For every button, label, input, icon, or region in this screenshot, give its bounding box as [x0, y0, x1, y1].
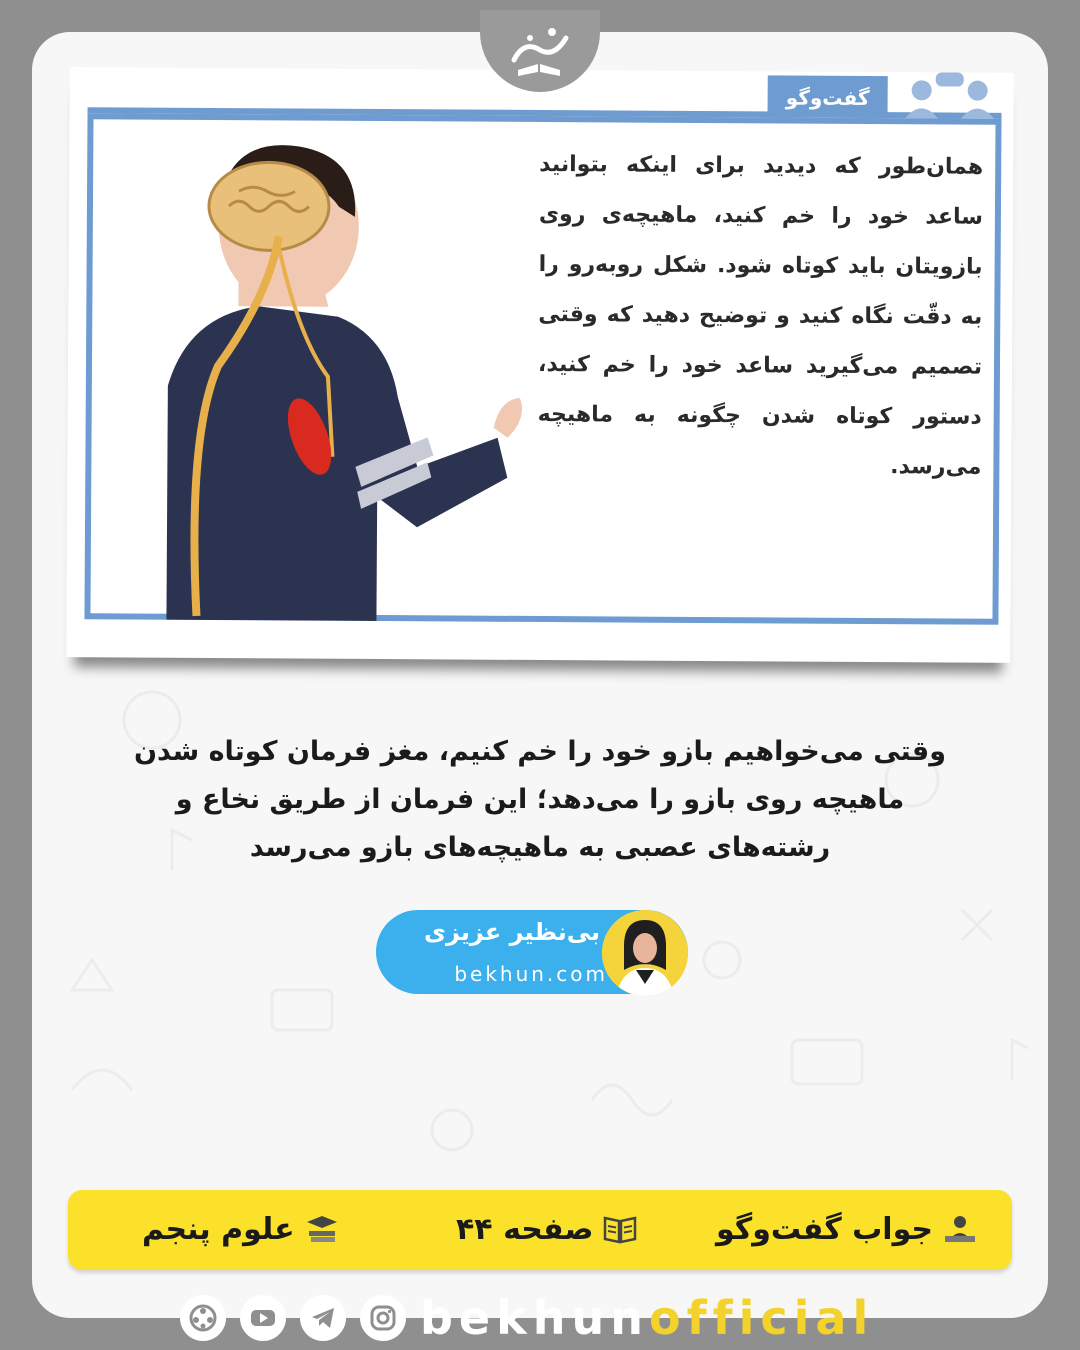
footer-subject-label: علوم پنجم — [142, 1211, 295, 1247]
brand-part-bekhun: bekhun — [420, 1291, 649, 1345]
bekhun-logo-icon — [504, 20, 576, 82]
answer-text: وقتی می‌خواهیم بازو خود را خم کنیم، مغز فرمان کوتاه شدن ماهیچه روی بازو را می‌دهد؛ این فرمان از طریق نخاع و رشته‌های عصبی به ماهیچه‌های بازو می‌رسد — [133, 736, 946, 863]
boy-nervous-system-illustration — [126, 135, 549, 622]
telegram-link[interactable] — [300, 1295, 346, 1341]
youtube-icon — [248, 1303, 278, 1333]
people-talking-icon — [896, 70, 1006, 121]
footer-page-label: صفحه ۴۴ — [456, 1211, 594, 1247]
brand-part-official: official — [648, 1291, 875, 1345]
aparat-link[interactable] — [180, 1295, 226, 1341]
telegram-icon — [308, 1303, 338, 1333]
footer-answer-label: جواب گفت‌وگو — [716, 1211, 934, 1247]
footer-subject-item[interactable] — [142, 1204, 339, 1254]
author-name: بی‌نظیر عزیزی — [423, 918, 600, 946]
author-avatar — [602, 910, 688, 996]
instagram-icon — [368, 1303, 398, 1333]
textbook-excerpt — [66, 67, 1014, 663]
footer-answer-item[interactable] — [716, 1204, 977, 1254]
author-website[interactable]: bekhun.com — [454, 962, 608, 986]
brand-handle[interactable] — [420, 1291, 874, 1345]
footer-page-item[interactable] — [456, 1204, 637, 1254]
youtube-link[interactable] — [240, 1295, 286, 1341]
graduation-cap-books-icon — [305, 1214, 339, 1244]
social-bar — [180, 1290, 874, 1346]
open-book-icon — [603, 1214, 637, 1244]
author-portrait-icon — [602, 910, 688, 996]
excerpt-paragraph: همان‌طور که دیدید برای اینکه بتوانید ساعد خود را خم کنید، ماهیچه‌ی روی بازویتان باید کوتاه شود. شکل روبه‌رو را به دقّت نگاه کنید و توضیح دهید که وقتی تصمیم می‌گیرید ساعد خود را خم کنید، دستور کوتاه شدن چگونه به ماهیچه می‌رسد. — [537, 151, 984, 480]
teacher-icon — [943, 1214, 977, 1244]
conversation-tab-label: گفت‌وگو — [768, 75, 888, 120]
instagram-link[interactable] — [360, 1295, 406, 1341]
aparat-icon — [188, 1303, 218, 1333]
